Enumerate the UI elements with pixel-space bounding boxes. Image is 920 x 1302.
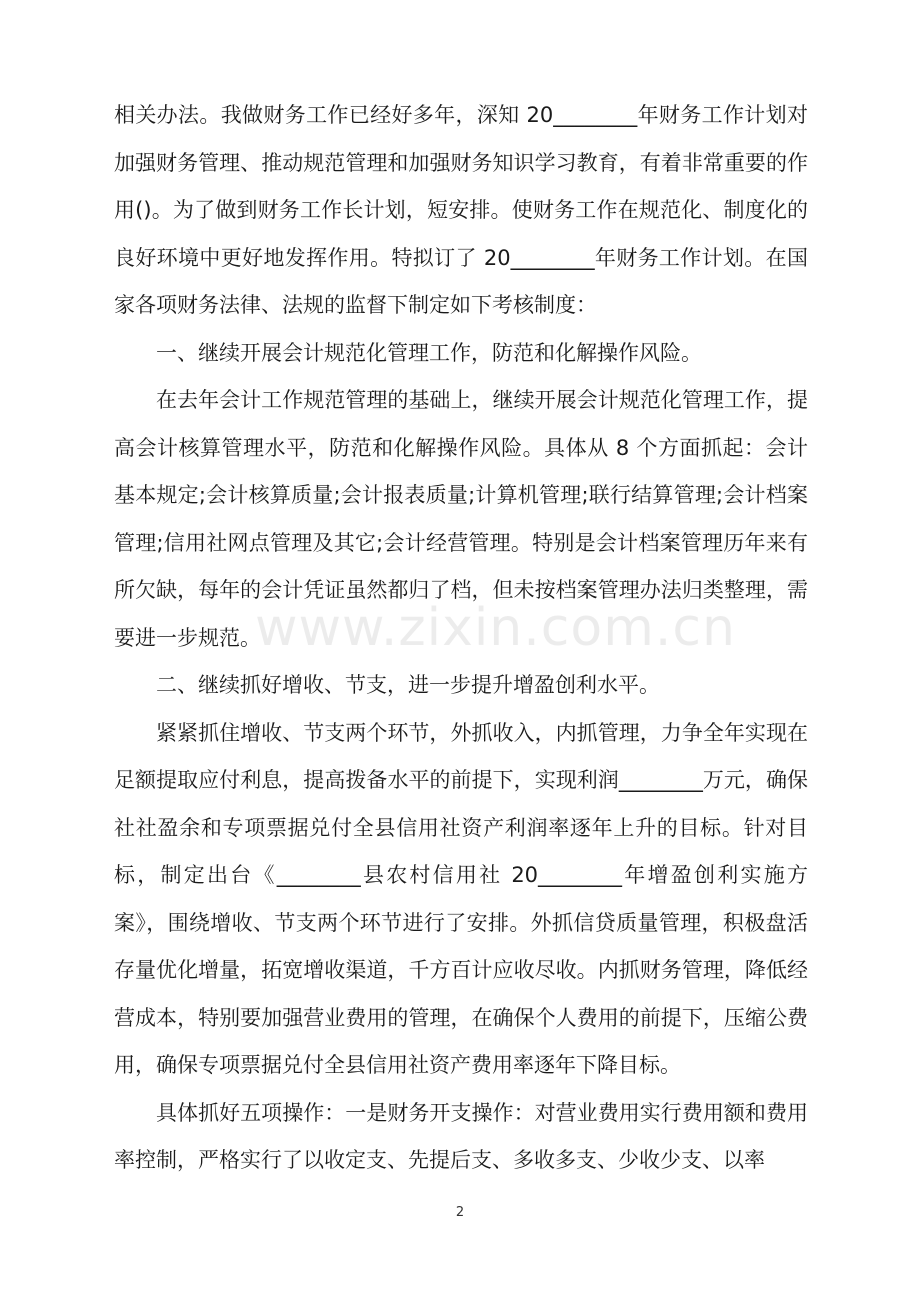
paragraph-section-two: 紧紧抓住增收、节支两个环节，外抓收入，内抓管理，力争全年实现在足额提取应付利息，提高拨备水平的前提下，实现利润________万元，确保社社盈余和专项票据兑付全县信用社资产利润率逐年上升的目标。针对目标，制定出台《________县农村信用社 20________年增盈创利实施方案》，围绕增收、节支两个环节进行了安排。外抓信贷质量管理，积极盘活存量优化增量，拓宽增收渠道，千方百计应收尽收。内抓财务管理，降低经营成本，特别要加强营业费用的管理，在确保个人费用的前提下，压缩公费用，确保专项票据兑付全县信用社资产费用率逐年下降目标。 (114, 720, 808, 1077)
document-body (114, 92, 808, 1185)
heading-section-two: 二、继续抓好增收、节支，进一步提升增盈创利水平。 (156, 673, 660, 697)
heading-section-one: 一、继续开展会计规范化管理工作，防范和化解操作风险。 (156, 340, 702, 365)
watermark: www.zixin.com.cn (255, 598, 736, 658)
paragraph-intro: 相关办法。我做财务工作已经好多年，深知 20________年财务工作计划对加强财务管理、推动规范管理和加强财务知识学习教育，有着非常重要的作用()。为了做到财务工作长计划，短安排。使财务工作在规范化、制度化的良好环境中更好地发挥作用。特拟订了 20________年财务工作计划。在国家各项财务法律、法规的监督下制定如下考核制度： (114, 103, 808, 317)
paragraph-five-operations: 具体抓好五项操作：一是财务开支操作：对营业费用实行费用额和费用率控制，严格实行了以收定支、先提后支、多收多支、少收少支、以率 (114, 1100, 808, 1172)
page-number: 2 (455, 1205, 465, 1220)
paragraph-section-one: 在去年会计工作规范管理的基础上，继续开展会计规范化管理工作，提高会计核算管理水平，防范和化解操作风险。具体从 8 个方面抓起：会计基本规定;会计核算质量;会计报表质量;计算机管理;联行结算管理;会计档案管理;信用社网点管理及其它;会计经营管理。特别是会计档案管理历年来有所欠缺，每年的会计凭证虽然都归了档，但未按档案管理办法归类整理，需要进一步规范。 (114, 388, 808, 650)
